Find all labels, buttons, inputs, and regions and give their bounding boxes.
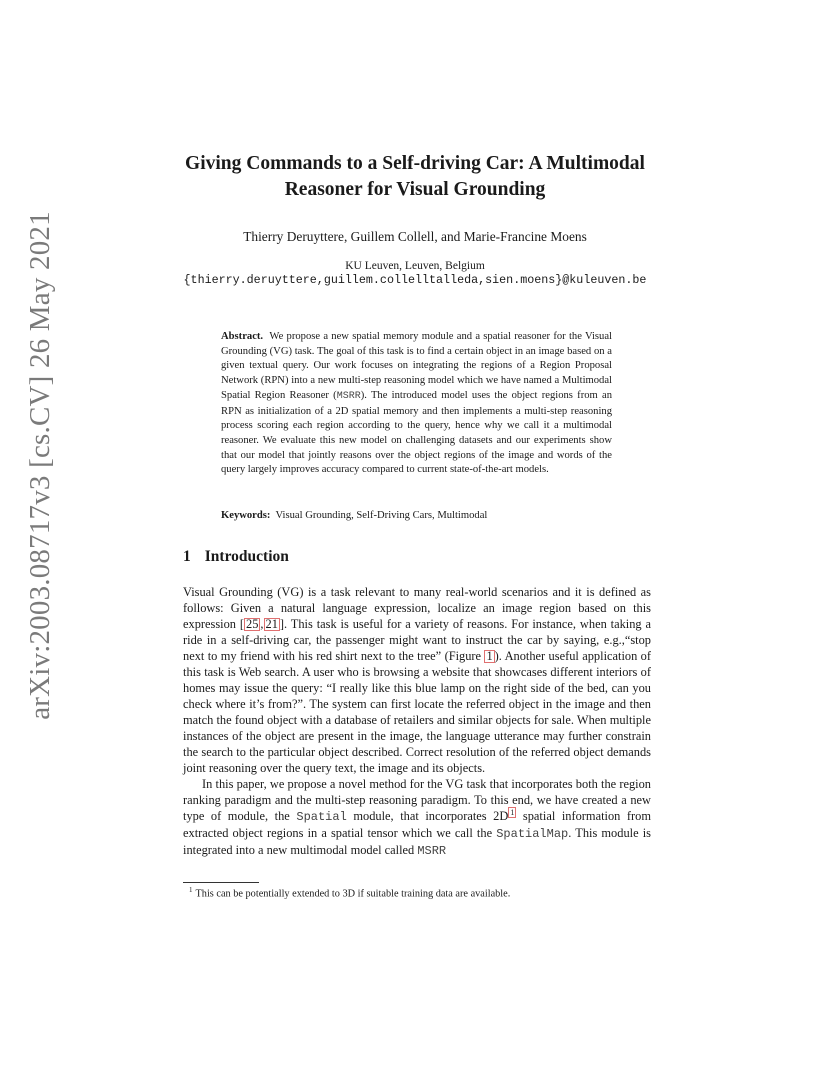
paper-title bbox=[150, 151, 680, 203]
code-msrr: MSRR bbox=[417, 844, 447, 858]
citation-link-25[interactable]: 25 bbox=[246, 617, 259, 631]
paragraph-1 bbox=[183, 584, 651, 776]
para2-text-b: module, that incorporates 2D bbox=[346, 809, 509, 823]
code-spatialmap: SpatialMap bbox=[496, 827, 569, 841]
footnote-mark: 1 bbox=[189, 886, 193, 894]
affiliation: KU Leuven, Leuven, Belgium bbox=[345, 260, 485, 272]
keywords-heading: Keywords: bbox=[221, 510, 271, 521]
footnote-link-1[interactable]: 1 bbox=[510, 807, 515, 817]
author-emails: {thierry.deruyttere,guillem.collelltalleda,sien.moens}@kuleuven.be bbox=[183, 273, 647, 287]
keywords bbox=[221, 509, 612, 524]
abstract-heading: Abstract. bbox=[221, 331, 264, 342]
abstract bbox=[221, 330, 612, 478]
figure-link-1[interactable]: 1 bbox=[486, 649, 493, 663]
footnote-divider bbox=[183, 882, 259, 883]
footnote bbox=[189, 886, 510, 899]
para2-text-d: . This module is integrated into a new multimodal model called bbox=[183, 826, 651, 857]
body-text bbox=[183, 584, 651, 859]
author-list: Thierry Deruyttere, Guillem Collell, and Marie-Francine Moens bbox=[243, 229, 587, 244]
para2-text-a: In this paper, we propose a novel method for the VG task that incorporates both the region ranking paradigm and the multi-step reasoning paradigm. To this end, we have created a new type of module, the bbox=[183, 777, 651, 823]
abstract-text-1: We propose a new spatial memory module and a spatial reasoner for the Visual Grounding (VG) task. The goal of this task is to find a certain object in an image based on a given textual query. Our work focuses on integrating the regions of a Region Proposal Network (RPN) into a new multi-step reasoning model which we have named a Multimodal Spatial Region Reasoner ( bbox=[221, 331, 612, 401]
citation-separator: , bbox=[260, 617, 264, 631]
paragraph-2 bbox=[183, 776, 651, 859]
code-spatial: Spatial bbox=[296, 810, 347, 824]
section-title: Introduction bbox=[204, 548, 289, 565]
abstract-model-name: MSRR bbox=[336, 390, 361, 402]
para1-text-c: ). Another useful application of this task is Web search. A user who is browsing a website that showcases different interiors of homes may issue the query: “I really like this blue lamp on the right side of the bed, can you check where it’s from?”. The system can first locate the referred object in the image and then match the found object with a database of retailers and similar objects for sale. When multiple instances of the object are present in the image, the language utterance may further constrain the search to the particular object described. Correct resolution of the referred object demands joint reasoning over the query text, the image and its objects. bbox=[183, 649, 651, 775]
arxiv-watermark bbox=[18, 210, 62, 720]
title-line-1: Giving Commands to a Self-driving Car: A Multimodal bbox=[185, 153, 645, 174]
citation-link-21[interactable]: 21 bbox=[265, 617, 278, 631]
keywords-text: Visual Grounding, Self-Driving Cars, Multimodal bbox=[275, 510, 488, 521]
section-heading bbox=[183, 548, 289, 566]
section-number: 1 bbox=[183, 548, 191, 565]
affiliation-block bbox=[150, 259, 680, 287]
title-line-2: Reasoner for Visual Grounding bbox=[284, 179, 546, 200]
para2-text-c: spatial information from extracted object regions in a spatial tensor which we call the bbox=[183, 809, 652, 840]
arxiv-identifier: arXiv:2003.08717v3 [cs.CV] 26 May 2021 bbox=[23, 210, 56, 720]
footnote-text: This can be potentially extended to 3D if suitable training data are available. bbox=[195, 888, 511, 900]
para1-text-a: Visual Grounding (VG) is a task relevant to many real-world scenarios and it is defined as follows: Given a natural language expression, localize an image region based on this expression [ bbox=[183, 585, 651, 631]
abstract-text-2: ). The introduced model uses the object regions from an RPN as initialization of a 2D spatial memory and then implements a multi-step reasoning process scoring each region according to the query, hence why we call it a multimodal reasoner. We evaluate this new model on challenging datasets and our experiments show that our model that jointly reasons over the object regions of the image and words of the query largely improves accuracy compared to current state-of-the-art models. bbox=[221, 389, 612, 476]
para1-text-b: ]. This task is useful for a variety of reasons. For instance, when taking a ride in a self-driving car, the passenger might want to instruct the car by saying, e.g.,“stop next to my friend with his red shirt next to the tree” (Figure bbox=[183, 617, 652, 663]
